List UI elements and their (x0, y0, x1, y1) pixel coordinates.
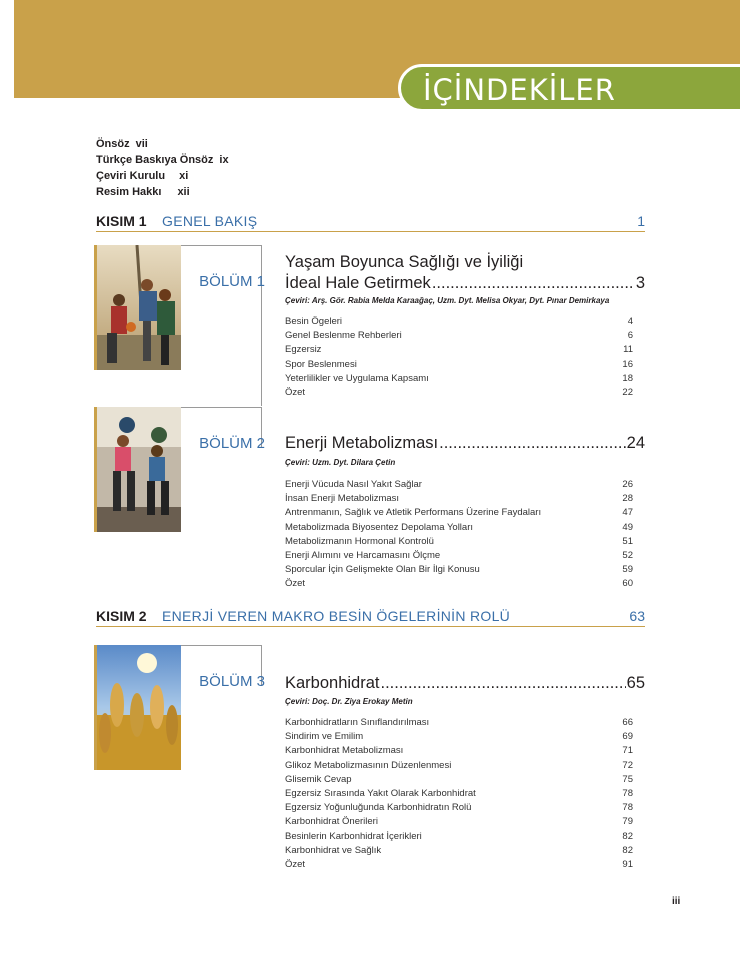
toc-entry[interactable] (285, 815, 633, 829)
part-heading-1[interactable] (96, 213, 645, 232)
part-page: 63 (629, 608, 645, 624)
toc-entry[interactable] (285, 535, 633, 549)
toc-entry-page: 6 (627, 330, 633, 342)
toc-entry-label: Sindirim ve Emilim (285, 731, 364, 743)
chapter-2-entries (285, 478, 633, 592)
toc-entry-page: 82 (622, 830, 633, 842)
toc-entry-label: Sporcular İçin Gelişmekte Olan Bir İlgi Konusu (285, 564, 480, 576)
toc-entry-page: 11 (623, 344, 633, 356)
front-matter-label: Türkçe Baskıya Önsöz (96, 154, 214, 166)
toc-entry[interactable] (285, 521, 633, 535)
toc-entry-label: Spor Beslenmesi (285, 358, 357, 370)
chapter-3-entries (285, 716, 633, 872)
toc-entry-label: Özet (285, 387, 306, 399)
toc-entry-label: Glikoz Metabolizmasının Düzenlenmesi (285, 759, 452, 771)
chapter-number: BÖLÜM 2 (199, 435, 265, 452)
front-matter-list (96, 136, 229, 200)
toc-entry[interactable] (285, 716, 633, 730)
toc-entry-label: Özet (285, 578, 306, 590)
toc-entry-page: 47 (622, 507, 633, 519)
toc-entry-label: Metabolizmada Biyosentez Depolama Yolları (285, 521, 473, 533)
toc-entry[interactable] (285, 506, 633, 520)
toc-entry[interactable] (285, 844, 633, 858)
front-matter-item[interactable] (96, 136, 229, 152)
chapter-title-line: Karbonhidrat (285, 674, 380, 692)
front-matter-page: ix (219, 154, 229, 166)
toc-entry[interactable] (285, 830, 633, 844)
page-title-pill (398, 64, 740, 112)
chapter-2-frame (181, 407, 265, 452)
chapter-title-line: Enerji Metabolizması (285, 434, 439, 452)
toc-entry-label: Besin Ögeleri (285, 316, 343, 327)
toc-entry[interactable] (285, 386, 633, 400)
family-exercise-photo (94, 245, 181, 370)
dot-leader (432, 273, 635, 294)
chapter-page: 24 (626, 434, 645, 452)
toc-entry-page: 4 (627, 316, 633, 327)
toc-entry[interactable] (285, 492, 633, 506)
toc-entry-page: 51 (622, 535, 633, 547)
toc-entry[interactable] (285, 759, 633, 773)
part-label: KISIM 1 (96, 213, 147, 229)
front-matter-label: Önsöz (96, 138, 130, 150)
toc-entry-label: Metabolizmanın Hormonal Kontrolü (285, 535, 434, 547)
toc-entry-page: 26 (622, 479, 633, 490)
front-matter-item[interactable] (96, 152, 229, 168)
toc-entry-page: 16 (622, 358, 633, 370)
chapter-3-title[interactable] (285, 673, 645, 694)
part-name: ENERJİ VEREN MAKRO BESİN ÖGELERİNİN ROLÜ (162, 608, 511, 624)
chapter-number: BÖLÜM 1 (199, 273, 265, 290)
chapter-2-translators: Çeviri: Uzm. Dyt. Dilara Çetin (285, 458, 396, 467)
chapter-3-frame (181, 645, 265, 690)
part-heading-2[interactable] (96, 608, 645, 627)
part-name: GENEL BAKIŞ (162, 213, 258, 229)
dot-leader (380, 673, 625, 694)
toc-entry-label: İnsan Enerji Metabolizması (285, 493, 400, 505)
chapter-title-line: Yaşam Boyunca Sağlığı ve İyiliği (285, 253, 524, 271)
toc-entry-page: 79 (622, 816, 633, 828)
toc-entry[interactable] (285, 801, 633, 815)
toc-entry[interactable] (285, 329, 633, 343)
toc-entry-page: 71 (622, 745, 633, 757)
toc-entry-page: 28 (622, 493, 633, 505)
toc-entry-page: 78 (622, 802, 633, 814)
wheat-field-photo (94, 645, 181, 770)
front-matter-page: xi (179, 170, 189, 182)
chapter-1-frame (181, 245, 265, 406)
chapter-number: BÖLÜM 3 (199, 673, 265, 690)
toc-entry-page: 66 (622, 717, 633, 728)
toc-entry-page: 72 (622, 759, 633, 771)
toc-entry-label: Karbonhidrat Önerileri (285, 816, 378, 828)
toc-entry-page: 69 (622, 731, 633, 743)
toc-entry[interactable] (285, 343, 633, 357)
chapter-2-title[interactable] (285, 433, 645, 454)
front-matter-label: Çeviri Kurulu (96, 170, 166, 182)
toc-entry[interactable] (285, 315, 633, 329)
front-matter-page: vii (135, 138, 148, 150)
page-title: İÇİNDEKİLER (423, 73, 616, 107)
front-matter-page: xii (177, 186, 190, 198)
toc-entry-label: Egzersiz Yoğunluğunda Karbonhidratın Rolü (285, 802, 472, 814)
toc-entry-label: Egzersiz Sırasında Yakıt Olarak Karbonhidrat (285, 788, 476, 800)
toc-entry-label: Besinlerin Karbonhidrat İçerikleri (285, 830, 422, 842)
toc-entry-label: Özet (285, 859, 306, 871)
chapter-page: 65 (626, 674, 645, 692)
dot-leader (439, 433, 626, 454)
front-matter-item[interactable] (96, 184, 229, 200)
toc-entry[interactable] (285, 577, 633, 591)
toc-entry-label: Karbonhidrat Metabolizması (285, 745, 404, 757)
chapter-3-translators: Çeviri: Doç. Dr. Ziya Erokay Metin (285, 697, 413, 706)
toc-entry[interactable] (285, 730, 633, 744)
gym-medicine-ball-photo (94, 407, 181, 532)
chapter-title-line: İdeal Hale Getirmek (285, 274, 431, 292)
chapter-1-translators: Çeviri: Arş. Gör. Rabia Melda Karaağaç, Uzm. Dyt. Melisa Okyar, Dyt. Pınar Demirkaya (285, 296, 610, 305)
toc-entry[interactable] (285, 563, 633, 577)
toc-entry-label: Glisemik Cevap (285, 773, 352, 785)
toc-entry-page: 52 (622, 550, 633, 562)
toc-entry[interactable] (285, 787, 633, 801)
toc-entry-label: Enerji Vücuda Nasıl Yakıt Sağlar (285, 479, 422, 490)
page-number: iii (672, 896, 681, 907)
toc-entry[interactable] (285, 478, 633, 492)
toc-entry-label: Antrenmanın, Sağlık ve Atletik Performans Üzerine Faydaları (285, 507, 542, 519)
toc-entry-page: 91 (622, 859, 633, 871)
toc-entry-page: 60 (622, 578, 633, 590)
toc-entry-page: 22 (622, 387, 633, 399)
toc-entry-label: Yeterlilikler ve Uygulama Kapsamı (285, 372, 429, 384)
toc-entry[interactable] (285, 773, 633, 787)
toc-entry[interactable] (285, 372, 633, 386)
toc-entry[interactable] (285, 358, 633, 372)
toc-entry[interactable] (285, 858, 633, 872)
part-label: KISIM 2 (96, 608, 147, 624)
toc-entry-label: Karbonhidrat ve Sağlık (285, 844, 382, 856)
toc-entry-page: 75 (622, 773, 633, 785)
chapter-1-title[interactable] (285, 252, 645, 294)
toc-entry[interactable] (285, 549, 633, 563)
toc-entry-label: Enerji Alımını ve Harcamasını Ölçme (285, 550, 441, 562)
toc-entry-page: 18 (622, 372, 633, 384)
toc-entry[interactable] (285, 744, 633, 758)
part-page: 1 (637, 213, 645, 229)
chapter-page: 3 (635, 274, 645, 292)
toc-entry-label: Genel Beslenme Rehberleri (285, 330, 402, 342)
toc-entry-page: 59 (622, 564, 633, 576)
toc-entry-label: Karbonhidratların Sınıflandırılması (285, 717, 430, 728)
front-matter-label: Resim Hakkı (96, 186, 162, 198)
front-matter-item[interactable] (96, 168, 229, 184)
toc-entry-page: 49 (622, 521, 633, 533)
toc-entry-page: 78 (622, 788, 633, 800)
toc-entry-label: Egzersiz (285, 344, 322, 356)
chapter-1-entries (285, 315, 633, 400)
toc-entry-page: 82 (622, 844, 633, 856)
